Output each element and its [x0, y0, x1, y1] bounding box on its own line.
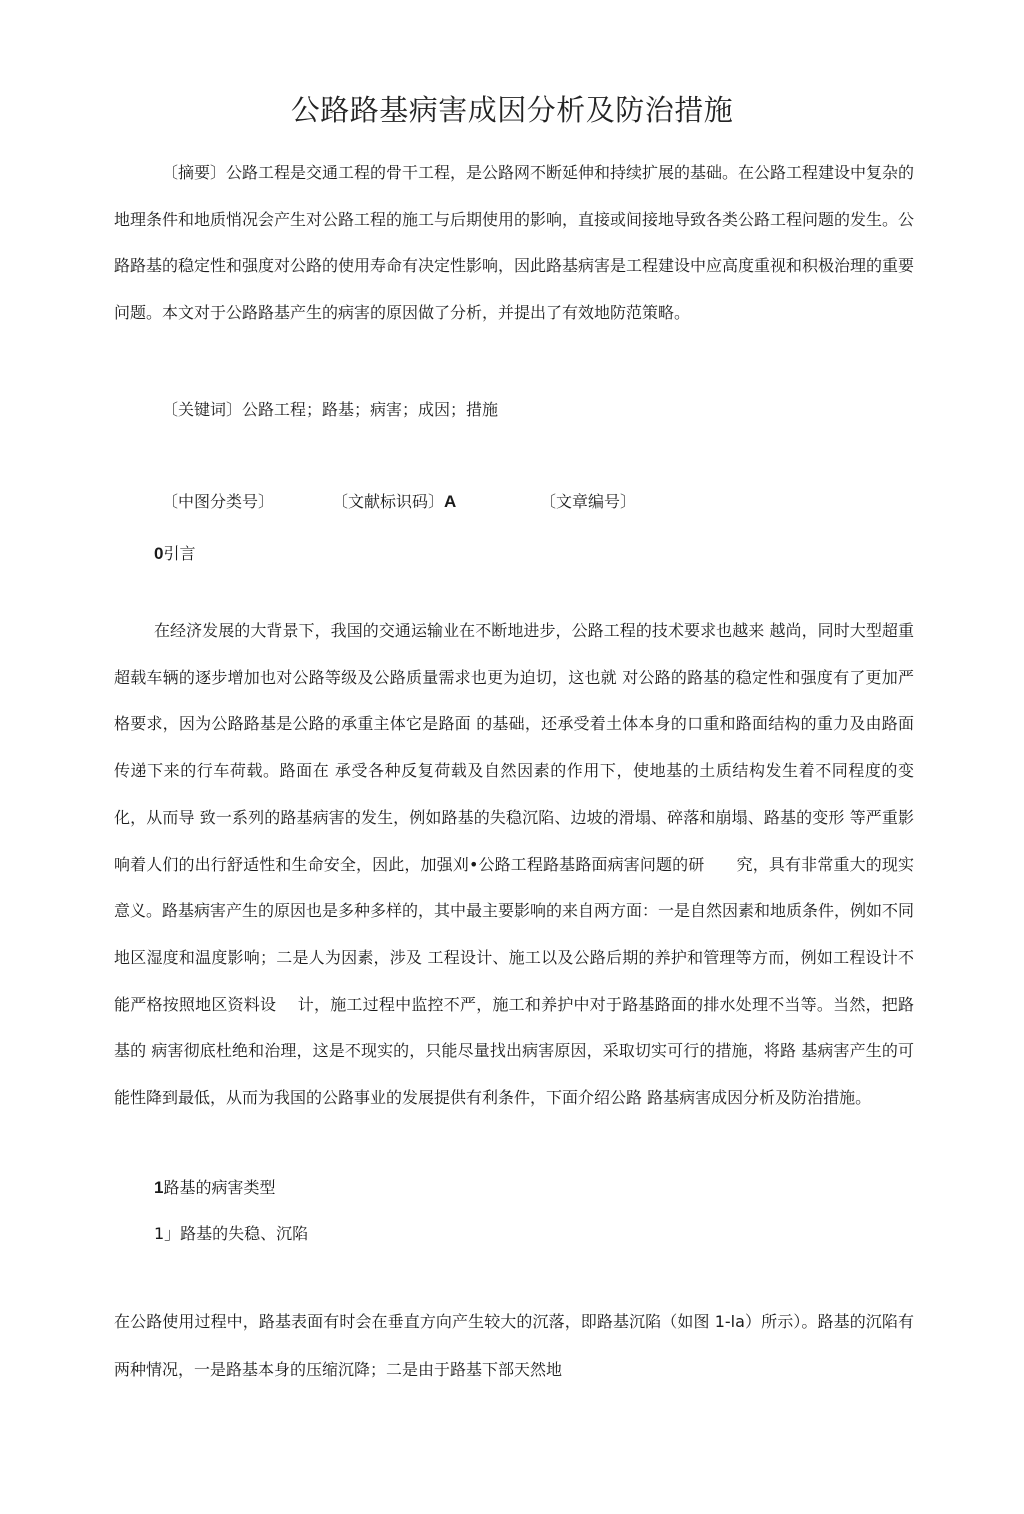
abstract: 〔摘要〕公路工程是交通工程的骨干工程，是公路网不断延伸和持续扩展的基础。在公路工程建设中复杂的地理条件和地质悄况会产生对公路工程的施工与后期使用的影响，直接或间接地导致各类公路工程问题的发生。公路路基的稳定性和强度对公路的使用寿命有决定性影响，因此路基病害是工程建设中应高度重视和积极治理的重要问题。本文对于公路路基产生的病害的原因做了分析，并提出了有效地防范策略。	[114, 163, 915, 322]
subsection-heading: 1」路基的失稳、沉陷	[154, 1224, 309, 1243]
section-number: 0	[154, 544, 164, 563]
body-paragraph: 在公路使用过程中，路基表面有时会在垂直方向产生较大的沉落，即路基沉陷（如图 1-la）所示）。路基的沉陷有两种情况，一是路基本身的压缩沉降；二是由于路基下部天然地	[114, 1312, 914, 1379]
section-title: 引言	[163, 544, 196, 563]
section-heading-1	[154, 1174, 275, 1202]
keywords: 〔关键词〕公路工程；路基；病害；成因；措施	[162, 400, 499, 419]
section-title: 路基的病害类型	[163, 1178, 276, 1197]
article-number-label: 〔文章编号〕	[540, 492, 637, 511]
doc-code	[332, 488, 456, 516]
clc-label: 〔中图分类号〕	[162, 492, 275, 511]
doc-code-label: 〔文献标识码〕	[332, 492, 445, 511]
section-number: 1	[154, 1178, 164, 1197]
intro-paragraph: 在经济发展的大背景下，我国的交通运输业在不断地进步，公路工程的技术要求也越来 越尚，同时大型超重超载车辆的逐步增加也对公路等级及公路质量需求也更为迫切，这也就 对公路的路基的稳定性和强度有了更加严格要求，因为公路路基是公路的承重主体它是路面 的基础，还承受着土体本身的口重和路面结构的重力及由路面传递下来的行车荷载。路面在 承受各种反复荷载及自然因素的作用下，使地基的土质结构发生着不同程度的变化，从而导 致一系列的路基病害的发生，例如路基的失稳沉陷、边坡的滑塌、碎落和崩塌、路基的变形 等严重影响着人们的出行舒适性和生命安全，因此，加强刈•公路工程路基路面病害问题的研 究，具有非常重大的现实意义。路基病害产生的原因也是多种多样的，其中最主要影响的来自两方面：一是自然因素和地质条件，例如不同地区湿度和温度影响；二是人为因素，涉及 工程设计、施工以及公路后期的养护和管理等方而，例如工程设计不能严格按照地区资料设 计，施工过程中监控不严，施工和养护中对于路基路面的排水处理不当等。当然，把路基的 病害彻底杜绝和治理，这是不现实的，只能尽量找出病害原因，采取切实可行的措施，将路 基病害产生的可能性降到最低，从而为我国的公路事业的发展提供有利条件，下面介绍公路 路基病害成因分析及防治措施。	[114, 621, 915, 1108]
doc-code-value: A	[444, 492, 457, 511]
paper-title: 公路路基病害成因分析及防治措施	[290, 93, 734, 127]
section-heading-0	[154, 540, 195, 568]
